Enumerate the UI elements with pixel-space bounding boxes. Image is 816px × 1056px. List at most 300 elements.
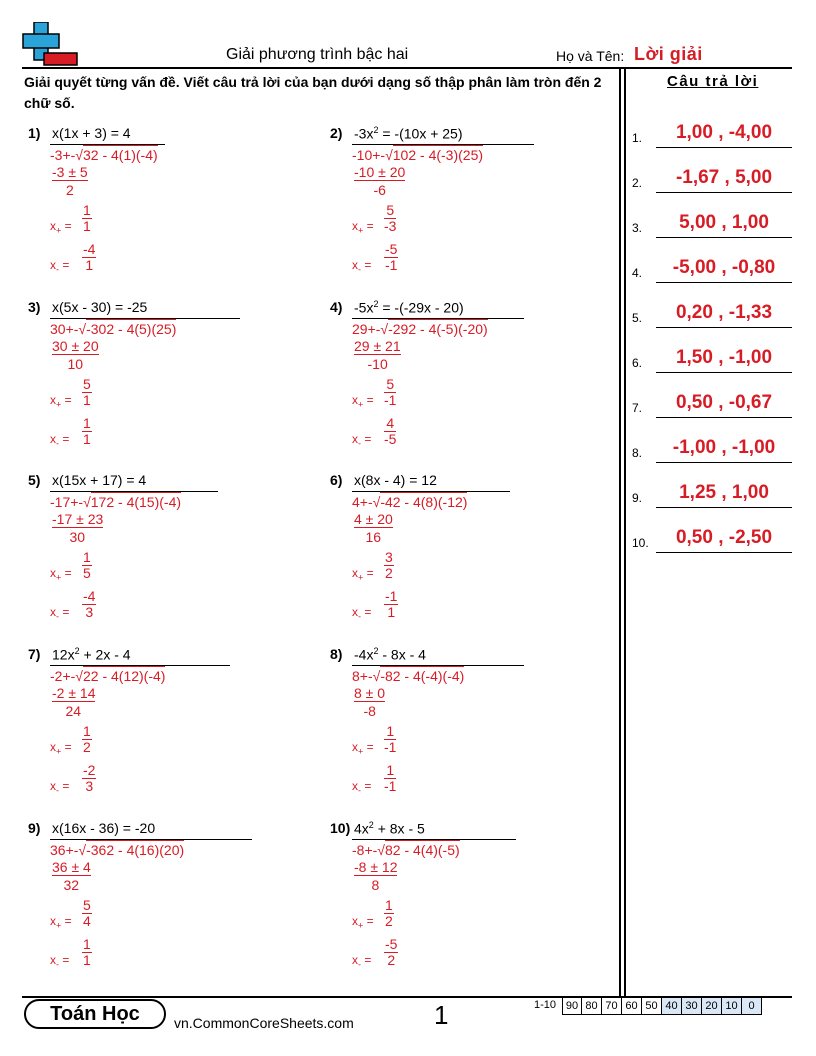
fraction-numerator: 5 <box>83 897 91 913</box>
fraction-numerator: -5 <box>385 936 398 952</box>
x-minus-fraction <box>384 763 396 794</box>
sign-subscript: + <box>56 225 62 236</box>
equation-rest: - 8x - 4 <box>378 646 426 663</box>
problem-number: 7) <box>28 646 41 662</box>
score-cell: 0 <box>742 997 762 1015</box>
answer-value: 1,00 , -4,00 <box>675 122 773 143</box>
problem-number: 3) <box>28 299 41 315</box>
x-plus-fraction <box>82 898 92 929</box>
x-plus-label <box>50 219 72 235</box>
quadratic-step <box>352 494 467 510</box>
x-symbol: x <box>50 393 56 407</box>
answers-heading: Câu trả lời <box>667 73 759 90</box>
neg-b-term: 30+- <box>50 321 79 337</box>
x-plus-label <box>352 914 374 930</box>
problem-number: 5) <box>28 472 41 488</box>
x-symbol: x <box>352 566 358 580</box>
answer-number: 5. <box>632 311 643 325</box>
score-cell: 90 <box>562 997 582 1015</box>
fraction-denominator: -5 <box>384 431 397 447</box>
answer-value: 1,25 , 1,00 <box>679 482 769 503</box>
x-minus-label <box>352 779 371 795</box>
x-plus-fraction <box>82 724 92 755</box>
x-minus-fraction <box>384 589 398 620</box>
x-symbol: x <box>352 393 358 407</box>
problem <box>28 125 308 295</box>
fraction-numerator: 3 <box>385 549 393 565</box>
fraction-denominator: 1 <box>83 952 91 968</box>
score-cell: 60 <box>622 997 642 1015</box>
fraction-denominator: -1 <box>384 739 397 755</box>
problem-equation <box>354 820 425 837</box>
neg-b-term: -3+- <box>50 147 76 163</box>
score-cell: 40 <box>662 997 682 1015</box>
fraction-numerator: 1 <box>83 202 91 218</box>
answer-row <box>632 433 792 463</box>
answer-line <box>656 282 792 283</box>
exponent: 2 <box>74 646 80 656</box>
problem-equation: x(15x + 17) = 4 <box>52 472 147 488</box>
answer-row <box>632 118 792 148</box>
score-cell: 70 <box>602 997 622 1015</box>
answer-number: 4. <box>632 266 643 280</box>
denominator: 10 <box>67 356 84 372</box>
sign-subscript: - <box>358 785 361 796</box>
name-value: Lời giải <box>634 44 703 64</box>
sqrt-icon: √ <box>385 147 393 163</box>
score-cell: 50 <box>642 997 662 1015</box>
quadratic-step <box>50 147 158 163</box>
equals-sign: = <box>363 914 374 928</box>
quadratic-step <box>50 668 165 684</box>
problem <box>28 646 308 816</box>
sign-subscript: + <box>56 746 62 757</box>
fraction-numerator: 1 <box>83 723 91 739</box>
equals-sign: = <box>61 914 72 928</box>
problem <box>330 646 610 816</box>
fraction-numerator: 1 <box>83 415 91 431</box>
quadratic-step <box>352 842 460 858</box>
denominator: 32 <box>63 877 80 893</box>
x-plus-fraction <box>384 550 394 581</box>
answer-number: 10. <box>632 536 649 550</box>
equals-sign: = <box>363 219 374 233</box>
radical <box>380 321 487 337</box>
radical <box>385 147 483 163</box>
simplified-numerator: 8 ± 0 <box>354 685 386 701</box>
denominator: 16 <box>365 529 382 545</box>
discriminant: 172 - 4(15)(-4) <box>90 494 182 510</box>
fraction-denominator: 2 <box>385 565 393 581</box>
sign-subscript: - <box>358 611 361 622</box>
radical <box>373 668 465 684</box>
quadratic-step <box>50 494 181 510</box>
answer-line <box>656 237 792 238</box>
x-symbol: x <box>352 953 358 967</box>
answer-number: 7. <box>632 401 643 415</box>
simplified-numerator: -10 ± 20 <box>354 164 406 180</box>
fraction-numerator: 5 <box>384 203 396 219</box>
problem-number: 4) <box>330 299 343 315</box>
x-minus-fraction <box>82 937 92 968</box>
sqrt-icon: √ <box>372 494 381 510</box>
equals-sign: = <box>361 953 372 967</box>
sqrt-icon: √ <box>75 668 83 684</box>
fraction-numerator: 1 <box>384 724 396 740</box>
x-symbol: x <box>352 258 358 272</box>
denominator: 24 <box>65 703 82 719</box>
simplified-numerator: -17 ± 23 <box>52 511 104 527</box>
problem-equation <box>354 299 464 316</box>
denominator: 8 <box>371 877 380 893</box>
x-minus-label <box>352 953 371 969</box>
x-symbol: x <box>352 432 358 446</box>
equals-sign: = <box>361 258 372 272</box>
radical <box>377 842 459 858</box>
name-label: Họ và Tên: <box>556 48 625 64</box>
fraction-denominator: 2 <box>387 952 396 968</box>
answer-number: 2. <box>632 176 643 190</box>
denominator: -6 <box>373 182 386 198</box>
score-cell: 80 <box>582 997 602 1015</box>
equals-sign: = <box>59 605 70 619</box>
equals-sign: = <box>361 605 372 619</box>
sqrt-icon: √ <box>377 842 385 858</box>
equals-sign: = <box>61 393 72 407</box>
simplified-numerator: 30 ± 20 <box>52 338 99 354</box>
plus-minus-icon <box>22 22 78 66</box>
equation-lead: 12x <box>52 646 75 663</box>
discriminant: -82 - 4(-4)(-4) <box>380 668 465 684</box>
x-minus-label <box>50 258 69 274</box>
equals-sign: = <box>361 779 372 793</box>
problem-number: 2) <box>330 125 343 141</box>
sqrt-icon: √ <box>75 147 83 163</box>
sign-subscript: - <box>358 959 361 970</box>
discriminant: 102 - 4(-3)(25) <box>392 147 484 163</box>
x-minus-label <box>50 605 69 621</box>
answer-row <box>632 523 792 553</box>
problem-number: 1) <box>28 125 41 141</box>
equals-sign: = <box>59 432 70 446</box>
answer-value: 0,50 , -2,50 <box>675 527 773 548</box>
column-divider-left <box>619 67 621 997</box>
denominator: -10 <box>367 356 388 372</box>
problem-equation <box>354 646 426 663</box>
exponent: 2 <box>368 820 374 830</box>
score-label: 1-10 <box>534 999 557 1011</box>
simplified-numerator: 4 ± 20 <box>354 511 393 527</box>
answer-row <box>632 208 792 238</box>
x-minus-fraction <box>384 416 396 447</box>
fraction-numerator: 5 <box>83 376 91 392</box>
fraction-denominator: -3 <box>384 218 397 234</box>
answer-row <box>632 388 792 418</box>
x-symbol: x <box>50 566 56 580</box>
x-symbol: x <box>50 258 56 272</box>
fraction-denominator: 2 <box>385 913 393 929</box>
fraction-denominator: 1 <box>83 431 91 447</box>
answer-row <box>632 343 792 373</box>
equation-lead: -5x <box>354 299 374 316</box>
x-symbol: x <box>50 219 56 233</box>
equation-lead: -4x <box>354 646 374 663</box>
x-plus-fraction <box>384 203 396 234</box>
fraction-denominator: 1 <box>85 257 94 273</box>
exponent: 2 <box>373 299 379 309</box>
x-minus-label <box>352 258 371 274</box>
discriminant: -362 - 4(16)(20) <box>86 842 185 858</box>
site-url: vn.CommonCoreSheets.com <box>174 1015 354 1031</box>
fraction-numerator: -1 <box>385 588 398 604</box>
sign-subscript: + <box>358 572 364 583</box>
x-symbol: x <box>352 605 358 619</box>
equals-sign: = <box>59 258 70 272</box>
equals-sign: = <box>59 779 70 793</box>
answer-row <box>632 478 792 508</box>
discriminant: -292 - 4(-5)(-20) <box>388 321 488 337</box>
sign-subscript: + <box>358 920 364 931</box>
fraction-denominator: -1 <box>384 778 397 794</box>
x-plus-fraction <box>82 203 92 234</box>
answer-value: -1,67 , 5,00 <box>675 167 773 188</box>
fraction-denominator: 3 <box>85 778 94 794</box>
problem <box>330 125 610 295</box>
radical <box>75 668 165 684</box>
problem <box>330 299 610 469</box>
brand-badge: Toán Học <box>24 999 166 1029</box>
radical <box>78 842 184 858</box>
denominator: 30 <box>69 529 86 545</box>
problem <box>330 472 610 642</box>
answer-value: 0,50 , -0,67 <box>675 392 773 413</box>
fraction-denominator: 1 <box>83 218 91 234</box>
discriminant: 32 - 4(1)(-4) <box>82 147 158 163</box>
sqrt-icon: √ <box>372 668 381 684</box>
answer-line <box>656 507 792 508</box>
simplified-numerator: -2 ± 14 <box>52 685 96 701</box>
score-table <box>534 997 762 1015</box>
equals-sign: = <box>363 566 374 580</box>
equals-sign: = <box>363 393 374 407</box>
fraction-numerator: -2 <box>83 762 96 778</box>
page-number: 1 <box>434 1000 449 1030</box>
simplified-numerator: -3 ± 5 <box>52 164 88 180</box>
x-symbol: x <box>352 914 358 928</box>
answer-row <box>632 253 792 283</box>
score-cell: 30 <box>682 997 702 1015</box>
sign-subscript: - <box>56 264 59 275</box>
x-minus-fraction <box>82 416 92 447</box>
x-minus-fraction <box>82 763 96 794</box>
x-plus-label <box>352 566 374 582</box>
sign-subscript: + <box>56 920 62 931</box>
fraction-numerator: 1 <box>83 936 91 952</box>
answer-value: -5,00 , -0,80 <box>672 257 776 278</box>
equals-sign: = <box>61 566 72 580</box>
neg-b-term: 36+- <box>50 842 79 858</box>
sign-subscript: + <box>358 746 364 757</box>
denominator: 2 <box>66 182 74 198</box>
fraction-numerator: 5 <box>384 377 396 393</box>
exponent: 2 <box>373 125 379 135</box>
x-symbol: x <box>352 219 358 233</box>
x-symbol: x <box>50 779 56 793</box>
radical <box>373 494 468 510</box>
equation-rest: = -(10x + 25) <box>378 125 463 142</box>
score-cell: 20 <box>702 997 722 1015</box>
equals-sign: = <box>361 432 372 446</box>
fraction-numerator: 1 <box>384 763 396 779</box>
quadratic-step <box>352 147 483 163</box>
x-symbol: x <box>50 914 56 928</box>
radical <box>78 321 176 337</box>
fraction-denominator: 1 <box>387 604 396 620</box>
problem <box>28 472 308 642</box>
fraction-denominator: 2 <box>83 739 91 755</box>
simplified-numerator: 29 ± 21 <box>354 338 401 354</box>
problem-number: 6) <box>330 472 343 488</box>
neg-b-term: -10+- <box>352 147 386 163</box>
fraction-numerator: -4 <box>83 241 96 257</box>
quadratic-step <box>352 668 464 684</box>
answer-line <box>656 462 792 463</box>
x-minus-label <box>352 432 371 448</box>
instructions: Giải quyết từng vấn đề. Viết câu trả lời của bạn dưới dạng số thập phân làm tròn đến 2 chữ số. <box>24 74 602 111</box>
sign-subscript: + <box>56 399 62 410</box>
fraction-denominator: 5 <box>83 565 91 581</box>
x-symbol: x <box>352 740 358 754</box>
x-symbol: x <box>50 740 56 754</box>
problem-equation <box>354 125 463 142</box>
equals-sign: = <box>363 740 374 754</box>
answer-number: 8. <box>632 446 643 460</box>
answer-row <box>632 298 792 328</box>
x-symbol: x <box>352 779 358 793</box>
sign-subscript: - <box>56 611 59 622</box>
discriminant: -42 - 4(8)(-12) <box>380 494 468 510</box>
discriminant: 22 - 4(12)(-4) <box>82 668 166 684</box>
x-plus-label <box>50 566 72 582</box>
x-minus-fraction <box>82 589 96 620</box>
answer-value: 5,00 , 1,00 <box>679 212 769 233</box>
problem-equation: x(8x - 4) = 12 <box>354 472 437 488</box>
header-divider <box>22 67 792 69</box>
neg-b-term: 4+- <box>352 494 373 510</box>
page-title: Giải phương trình bậc hai <box>226 46 409 63</box>
fraction-denominator: 4 <box>83 913 91 929</box>
equation-lead: 4x <box>354 820 369 837</box>
x-plus-label <box>50 914 72 930</box>
fraction-numerator: 1 <box>83 549 91 565</box>
denominator: -8 <box>363 703 376 719</box>
equals-sign: = <box>59 953 70 967</box>
x-plus-label <box>352 219 374 235</box>
quadratic-step <box>50 842 184 858</box>
x-plus-label <box>50 393 72 409</box>
equation-rest: + 2x - 4 <box>79 646 131 663</box>
answer-line <box>656 147 792 148</box>
answer-value: 1,50 , -1,00 <box>675 347 773 368</box>
answer-line <box>656 552 792 553</box>
radical <box>83 494 181 510</box>
x-minus-label <box>352 605 371 621</box>
problem <box>28 820 308 990</box>
radical <box>75 147 157 163</box>
neg-b-term: 8+- <box>352 668 373 684</box>
equals-sign: = <box>61 740 72 754</box>
quadratic-step <box>50 321 176 337</box>
simplified-numerator: 36 ± 4 <box>52 859 91 875</box>
equation-lead: -3x <box>354 125 374 142</box>
answer-number: 9. <box>632 491 643 505</box>
answer-line <box>656 417 792 418</box>
x-minus-fraction <box>384 937 398 968</box>
answer-value: -1,00 , -1,00 <box>672 437 776 458</box>
problem-equation: x(1x + 3) = 4 <box>52 125 131 141</box>
answer-value: 0,20 , -1,33 <box>675 302 773 323</box>
answer-row <box>632 163 792 193</box>
x-plus-fraction <box>384 724 396 755</box>
sqrt-icon: √ <box>78 842 87 858</box>
sign-subscript: - <box>358 264 361 275</box>
problem-equation: x(5x - 30) = -25 <box>52 299 148 315</box>
fraction-denominator: -1 <box>384 392 397 408</box>
x-plus-label <box>50 740 72 756</box>
x-plus-label <box>352 393 374 409</box>
neg-b-term: -17+- <box>50 494 84 510</box>
fraction-numerator: -5 <box>385 241 398 257</box>
sign-subscript: + <box>358 399 364 410</box>
answer-number: 6. <box>632 356 643 370</box>
fraction-denominator: 1 <box>83 392 91 408</box>
column-divider-right <box>624 67 626 997</box>
x-minus-fraction <box>82 242 96 273</box>
x-symbol: x <box>50 953 56 967</box>
x-minus-label <box>50 432 69 448</box>
x-symbol: x <box>50 605 56 619</box>
problem-number: 10) <box>330 820 351 836</box>
sqrt-icon: √ <box>78 321 87 337</box>
problem-number: 8) <box>330 646 343 662</box>
x-minus-fraction <box>384 242 398 273</box>
discriminant: 82 - 4(4)(-5) <box>384 842 460 858</box>
neg-b-term: 29+- <box>352 321 381 337</box>
equation-rest: + 8x - 5 <box>373 820 425 837</box>
answer-number: 1. <box>632 131 643 145</box>
problem-number: 9) <box>28 820 41 836</box>
sqrt-icon: √ <box>83 494 91 510</box>
problem-equation: x(16x - 36) = -20 <box>52 820 156 836</box>
equation-rest: = -(-29x - 20) <box>378 299 464 316</box>
answer-number: 3. <box>632 221 643 235</box>
x-minus-label <box>50 779 69 795</box>
answer-line <box>656 327 792 328</box>
problem-equation <box>52 646 131 663</box>
problem <box>28 299 308 469</box>
fraction-denominator: -1 <box>385 257 398 273</box>
quadratic-step <box>352 321 488 337</box>
x-symbol: x <box>50 432 56 446</box>
sign-subscript: + <box>56 572 62 583</box>
fraction-numerator: -4 <box>83 588 96 604</box>
sign-subscript: - <box>56 959 59 970</box>
fraction-numerator: 4 <box>384 416 396 432</box>
simplified-numerator: -8 ± 12 <box>354 859 398 875</box>
x-plus-fraction <box>384 377 396 408</box>
equals-sign: = <box>61 219 72 233</box>
discriminant: -302 - 4(5)(25) <box>86 321 177 337</box>
